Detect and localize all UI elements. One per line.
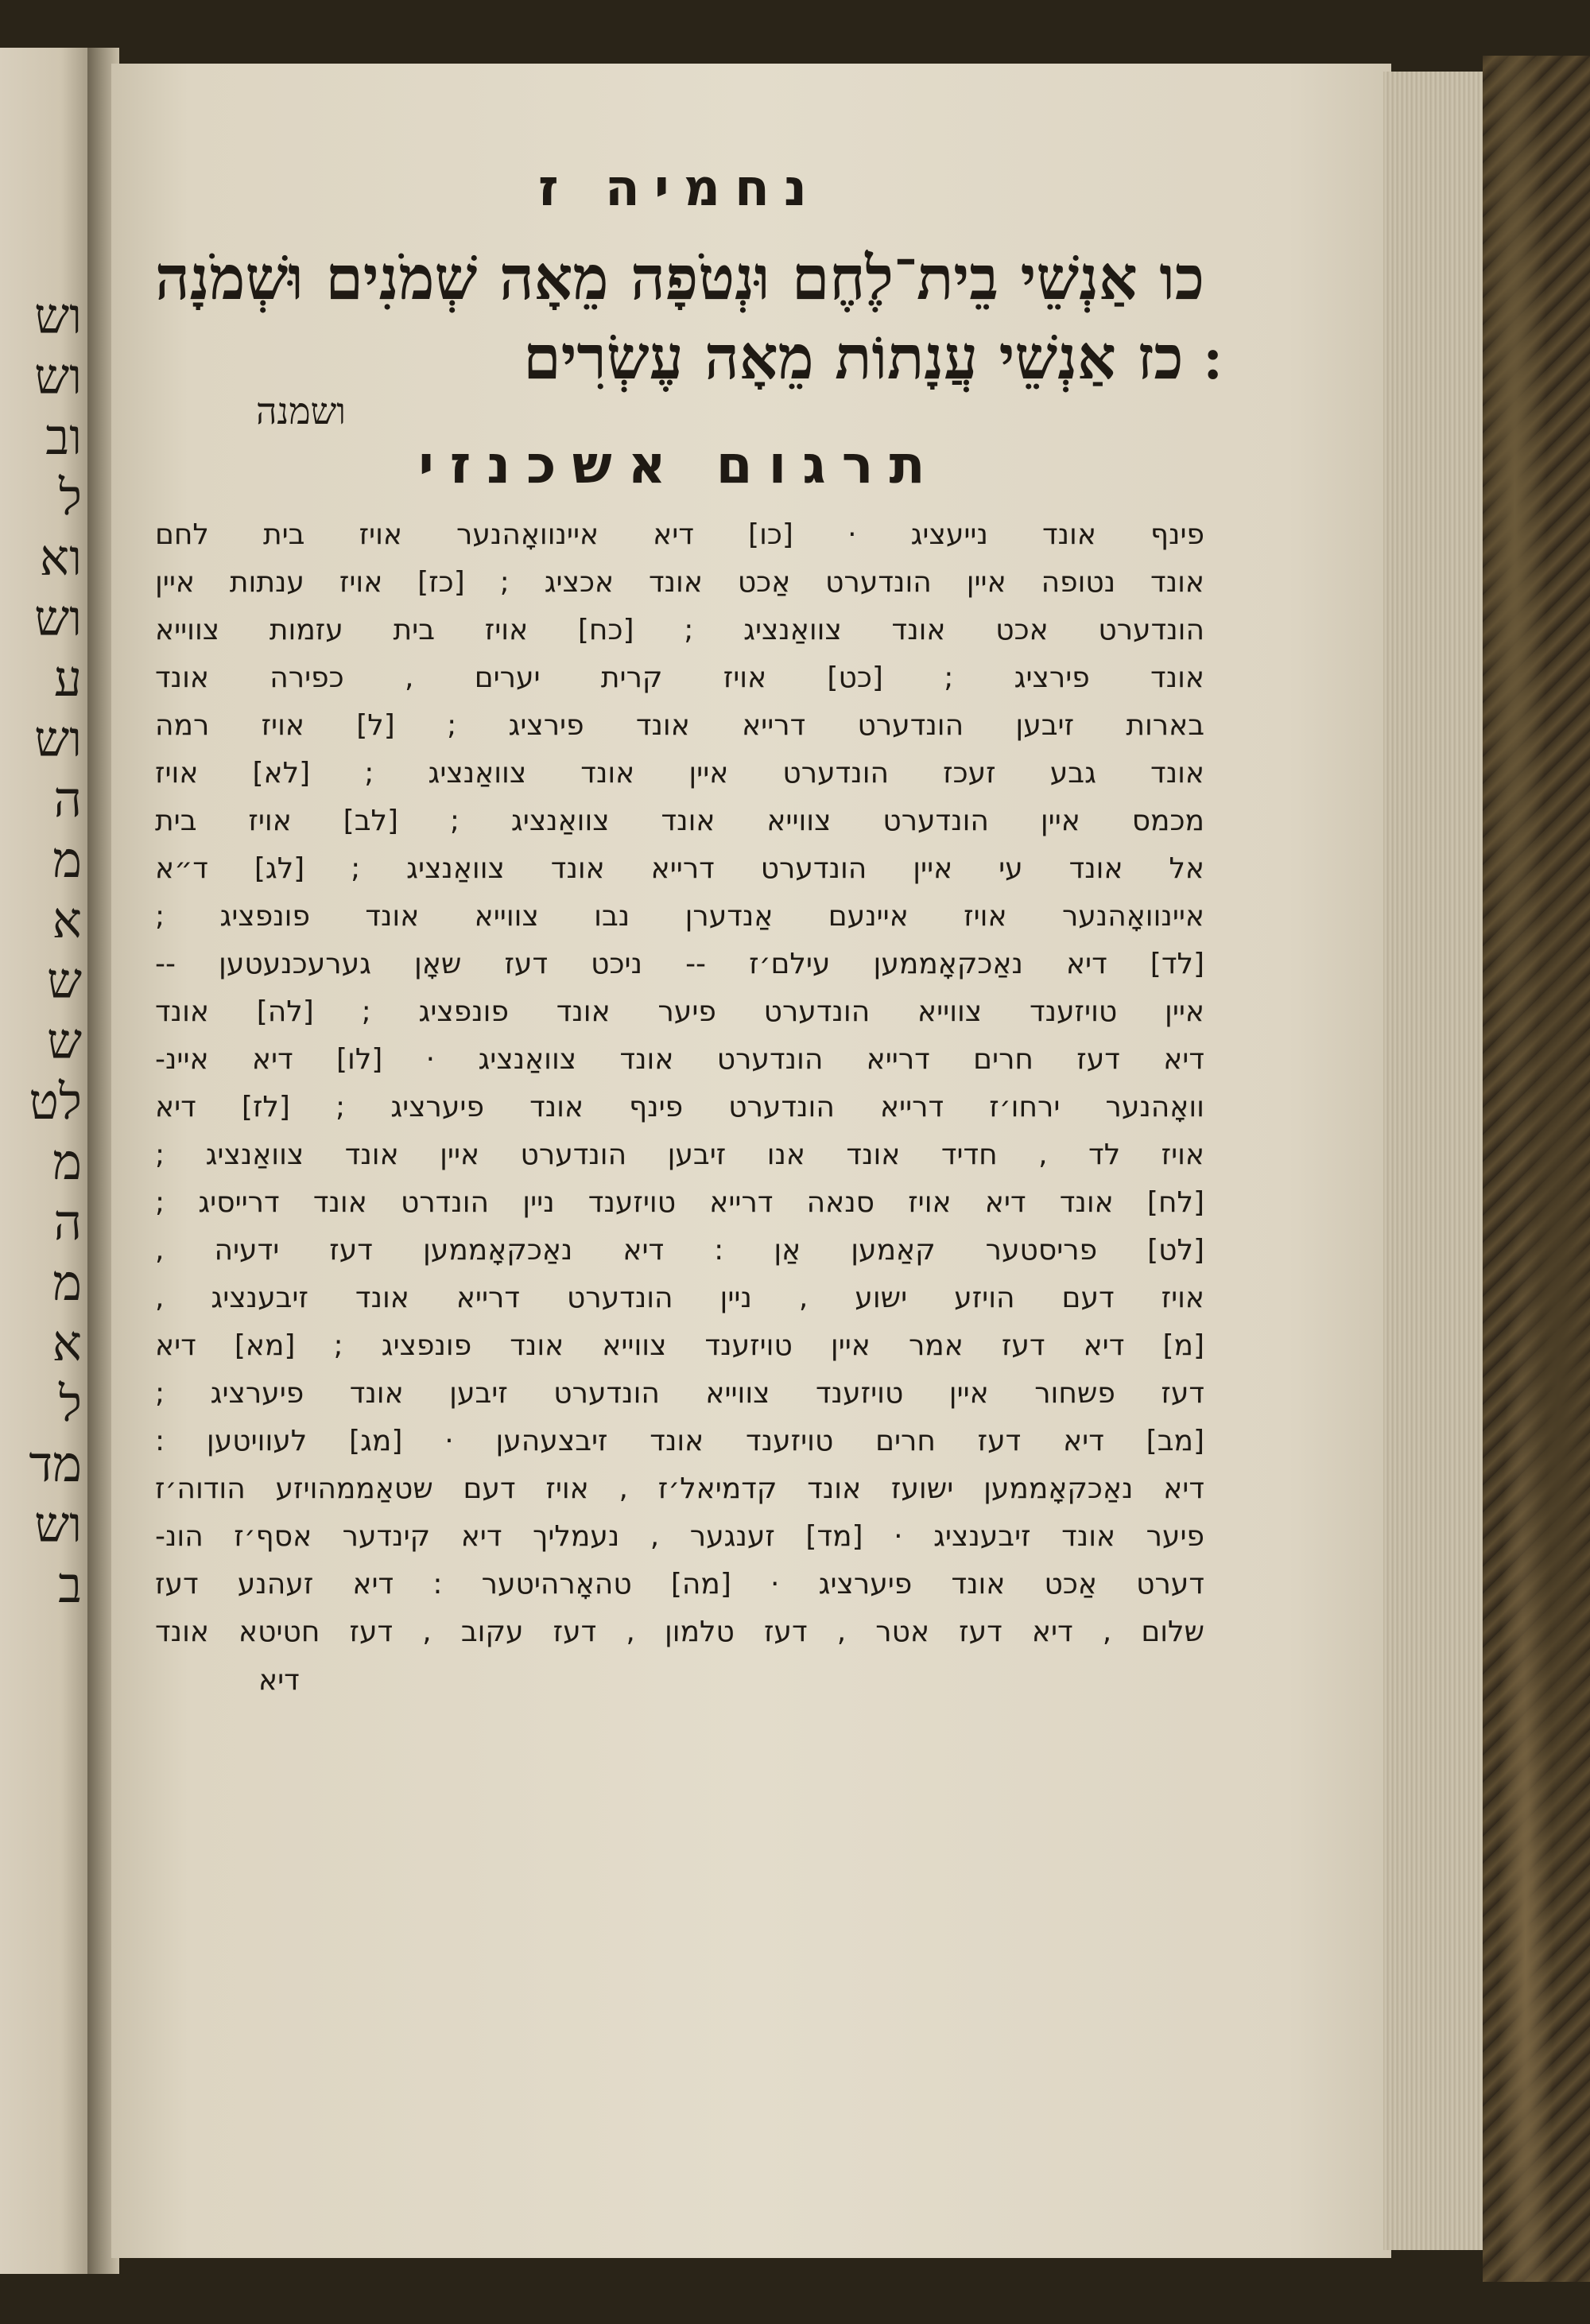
left-page-fragment: מ (52, 1133, 82, 1191)
left-page-fragment: ש (47, 1012, 82, 1070)
left-page-fragment: ל (58, 468, 82, 526)
page-content (155, 159, 1204, 1697)
body-line: דערט אַכט אונד פיערציג · [מה] טהאָרהיטער : דיא זעהנע דעז (155, 1568, 1204, 1600)
hebrew-verse-text: כו אַנְשֵׁי בֵית־לֶחֶם וּנְטֹפָה מֵאָה שְׁמֹנִים וּשְׁמֹנָה ׃ כז אַנְשֵׁי עֲנָתוֹת מֵאָה עֶשְׂרִים (155, 242, 1204, 393)
left-page-fragment: מד (29, 1435, 82, 1493)
body-line: אונד פירציג ; [כט] אויז קרית יערים , כפירה אונד (155, 662, 1204, 694)
left-page-fragment: ש (47, 952, 82, 1010)
left-page-fragment: וש (34, 347, 82, 405)
body-line: פיער אונד זיבענציג · [מד] זענגער , נעמליך דיא קינדער אסף׳ז הונ- (155, 1520, 1204, 1553)
body-line: איין טויזענד צווייא הונדערט פיער אונד פונפציג ; [לה] אונד (155, 995, 1204, 1028)
body-line: [לט] פריסטער קאַמען אַן : דיא נאַכקאָממען דעז ידעיה , (155, 1234, 1204, 1267)
body-line: אונד נטופה איין הונדערט אַכט אונד אכציג ; [כז] אויז ענתות איין (155, 566, 1204, 599)
body-line: [מב] דיא דעז חרים טויזענד אונד זיבצעהען · [מג] לעוויטען : (155, 1425, 1204, 1457)
page-edges (1383, 72, 1487, 2250)
left-page-fragment: וש (34, 589, 82, 647)
left-page-fragment: ע (53, 650, 82, 708)
body-line: אויז דעם הויזע ישוע , ניין הונדערט דרייא אונד זיבענציג , (155, 1282, 1204, 1314)
body-line: איינוואָהנער אויז איינעם אַנדערן נבו צווייא אונד פונפציג ; (155, 900, 1204, 933)
body-line: אויז לד , חדיד אונד אנו זיבען הונדערט איין אונד צוואַנציג ; (155, 1139, 1204, 1171)
left-page (0, 48, 87, 2274)
left-page-fragment: ב (58, 1556, 82, 1614)
left-page-fragment: מ (52, 831, 82, 889)
body-line: [מ] דיא דעז אמר איין טויזענד צווייא אונד פונפציג ; [מא] דיא (155, 1329, 1204, 1362)
left-page-fragment: וש (34, 1496, 82, 1554)
body-line: פינף אונד נייעציג · [כו] דיא איינוואָהנער אויז בית לחם (155, 518, 1204, 551)
left-page-fragment: וב (45, 408, 82, 466)
left-page-text (6, 286, 82, 1616)
left-page-fragment: ה (53, 1193, 82, 1251)
body-line: וואָהנער ירחו׳ז דרייא הונדערט פינף אונד פיערציג ; [לז] דיא (155, 1091, 1204, 1123)
body-line: מכמס איין הונדערט צווייא אונד צוואַנציג ; [לב] אויז בית (155, 805, 1204, 837)
left-page-fragment: ל (58, 1375, 82, 1433)
section-title: תרגום אשכנזי (418, 434, 941, 495)
body-line: שלום , דיא דעז אטר , דעז טלמון , דעז עקוב , דעז חטיטא אונד (155, 1616, 1204, 1648)
body-line: [לח] אונד דיא אויז סנאה דרייא טויזענד ניין הונדרט אונד דרייסיג ; (155, 1186, 1204, 1219)
body-line: דעז פשחור איין טויזענד צווייא הונדערט זיבען אונד פיערציג ; (155, 1377, 1204, 1410)
left-page-fragment: וש (34, 710, 82, 768)
body-line: דיא נאַכקאָממען ישועז אונד קדמיאל׳ז , אויז דעם שטאַממהויזע הודוה׳ז (155, 1472, 1204, 1505)
left-page-fragment: לט (29, 1073, 82, 1131)
running-head: נחמיה ז (538, 159, 821, 218)
body-line: [לד] דיא נאַכקאָממען עילם׳ז -- ניכט דעז שאָן גערעכנעטען -- (155, 948, 1204, 980)
left-page-fragment: וא (39, 529, 82, 587)
left-page-fragment: א (52, 1314, 82, 1372)
body-line: בארות זיבען הונדערט דרייא אונד פירציג ; [ל] אויז רמה (155, 709, 1204, 742)
verse-end-word: ושמנה (255, 390, 346, 433)
left-page-fragment: מ (52, 1254, 82, 1312)
catchword: דיא (258, 1664, 300, 1697)
left-page-fragment: וש (34, 287, 82, 345)
body-line: אל אונד עי איין הונדערט דרייא אונד צוואַנציג ; [לג] ד״א (155, 852, 1204, 885)
left-page-fragment: ה (53, 770, 82, 828)
left-page-fragment: א (52, 891, 82, 949)
body-line: דיא דעז חרים דרייא הונדערט אונד צוואַנציג · [לו] דיא איינ- (155, 1043, 1204, 1076)
translation-body (155, 511, 1204, 1656)
body-line: אונד גבע זעכז הונדערט איין אונד צוואַנציג ; [לא] אויז (155, 757, 1204, 790)
book-binding (1483, 56, 1590, 2282)
body-line: הונדערט אכט אונד צוואַנציג ; [כח] אויז בית עזמות צווייא (155, 614, 1204, 646)
